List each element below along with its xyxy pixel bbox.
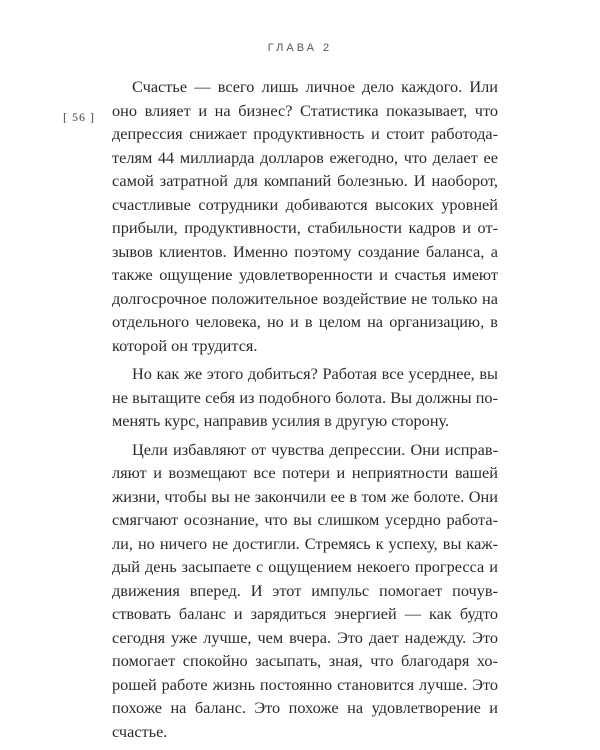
paragraph-3: Цели избавляют от чувства депрессии. Они исправляют и возмещают все потери и неприятности вашей жизни, чтобы вы не закончили ее в том же болоте. Они смягчают осознание, что вы слишком усердно работали, но ничего не достигли. Стремясь к успеху, вы каждый день засыпаете с ощущением некоего прогресса и движения вперед. И этот импульс помогает почувствовать баланс и зарядиться энергией — как будто сегодня уже лучше, чем вчера. Это дает надежду. Это помогает спокойно засыпать, зная, что благодаря хорошей работе жизнь постоянно становится лучше. Это похоже на баланс. Это похоже на удовлетворение и счастье. xyxy=(112,439,498,741)
paragraph-2: Но как же этого добиться? Работая все усерднее, вы не вытащите себя из подобного болота. Вы должны поменять курс, направив усилия в другую сторону. xyxy=(112,364,498,430)
paragraph-1: Счастье — всего лишь личное дело каждого. Или оно влияет и на бизнес? Статистика показывает, что депрессия снижает продуктивность и стоит работодателям 44 миллиарда долларов ежегодно, что делает ее самой затратной для компаний болезнью. И наоборот, счастливые сотрудники добиваются высоких уровней прибыли, продуктивности, стабильности кадров и отзывов клиентов. Именно поэтому создание баланса, а также ощущение удовлетворенности и счастья имеют долгосрочное положительное воздействие не только на отдельного человека, но и в целом на организацию, в которой он трудится. xyxy=(112,77,498,355)
body-text xyxy=(112,75,498,748)
page-number: [ 56 ] xyxy=(63,110,95,124)
running-head: ГЛАВА 2 xyxy=(267,42,333,54)
